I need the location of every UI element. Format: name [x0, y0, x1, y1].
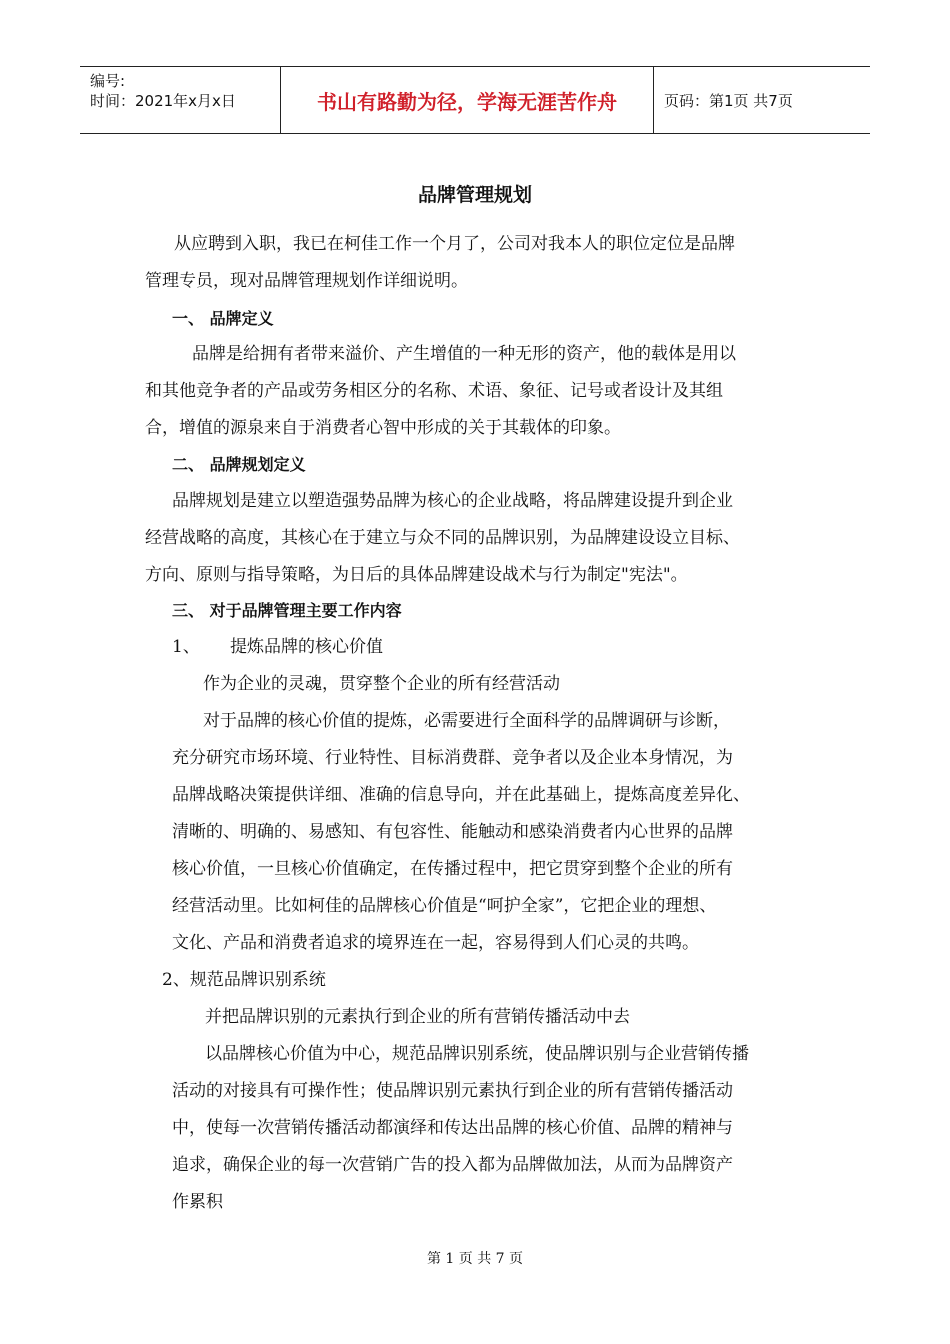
header-table — [80, 66, 870, 134]
item1-line-1: 对于品牌的核心价值的提炼，必需要进行全面科学的品牌调研与诊断， — [203, 711, 730, 731]
number-label: 编号: — [90, 72, 126, 90]
item2-line-4: 追求，确保企业的每一次营销广告的投入都为品牌做加法，从而为品牌资产 — [172, 1155, 733, 1175]
s1-line-2: 和其他竞争者的产品或劳务相区分的名称、术语、象征、记号或者设计及其组 — [145, 381, 723, 401]
item1-number: 1、 — [172, 637, 200, 657]
intro-line-2: 管理专员，现对品牌管理规划作详细说明。 — [145, 271, 468, 291]
item2-subtitle: 并把品牌识别的元素执行到企业的所有营销传播活动中去 — [205, 1007, 630, 1027]
item1-line-3: 品牌战略决策提供详细、准确的信息导向，并在此基础上，提炼高度差异化、 — [172, 785, 750, 805]
time-label: 时间：2021年x月x日 — [90, 92, 236, 110]
section-heading-1: 一、 品牌定义 — [172, 309, 274, 328]
item1-line-7: 文化、产品和消费者追求的境界连在一起，容易得到人们心灵的共鸣。 — [172, 933, 699, 953]
section-heading-2: 二、 品牌规划定义 — [172, 455, 306, 474]
document-title: 品牌管理规划 — [417, 184, 532, 206]
item2-title: 2、规范品牌识别系统 — [162, 970, 326, 990]
item2-line-2: 活动的对接具有可操作性；使品牌识别元素执行到企业的所有营销传播活动 — [172, 1081, 733, 1101]
item1-line-4: 清晰的、明确的、易感知、有包容性、能触动和感染消费者内心世界的品牌 — [172, 822, 733, 842]
header-meta-cell — [80, 67, 280, 133]
intro-line-1: 从应聘到入职，我已在柯佳工作一个月了，公司对我本人的职位定位是品牌 — [174, 234, 735, 254]
item1-line-5: 核心价值，一旦核心价值确定，在传播过程中，把它贯穿到整个企业的所有 — [172, 859, 733, 879]
item2-line-1: 以品牌核心价值为中心，规范品牌识别系统，使品牌识别与企业营销传播 — [205, 1044, 749, 1064]
item2-line-3: 中，使每一次营销传播活动都演绎和传达出品牌的核心价值、品牌的精神与 — [172, 1118, 733, 1138]
page-info: 页码：第1页 共7页 — [664, 91, 793, 110]
item1-title: 提炼品牌的核心价值 — [230, 637, 383, 657]
item1-line-6: 经营活动里。比如柯佳的品牌核心价值是“呵护全家”，它把企业的理想、 — [172, 896, 717, 916]
s1-line-1: 品牌是给拥有者带来溢价、产生增值的一种无形的资产，他的载体是用以 — [192, 344, 736, 364]
s2-line-3: 方向、原则与指导策略，为日后的具体品牌建设战术与行为制定"宪法"。 — [145, 565, 688, 585]
item1-line-2: 充分研究市场环境、行业特性、目标消费群、竞争者以及企业本身情况，为 — [172, 748, 733, 768]
page-footer: 第 1 页 共 7 页 — [426, 1251, 524, 1267]
item2-line-5: 作累积 — [172, 1192, 223, 1212]
s2-line-1: 品牌规划是建立以塑造强势品牌为核心的企业战略，将品牌建设提升到企业 — [172, 491, 733, 511]
motto: 书山有路勤为径，学海无涯苦作舟 — [280, 67, 654, 133]
item1-subtitle: 作为企业的灵魂，贯穿整个企业的所有经营活动 — [203, 674, 560, 694]
s1-line-3: 合，增值的源泉来自于消费者心智中形成的关于其载体的印象。 — [145, 418, 621, 438]
section-heading-3: 三、 对于品牌管理主要工作内容 — [172, 601, 402, 620]
s2-line-2: 经营战略的高度，其核心在于建立与众不同的品牌识别，为品牌建设设立目标、 — [145, 528, 740, 548]
